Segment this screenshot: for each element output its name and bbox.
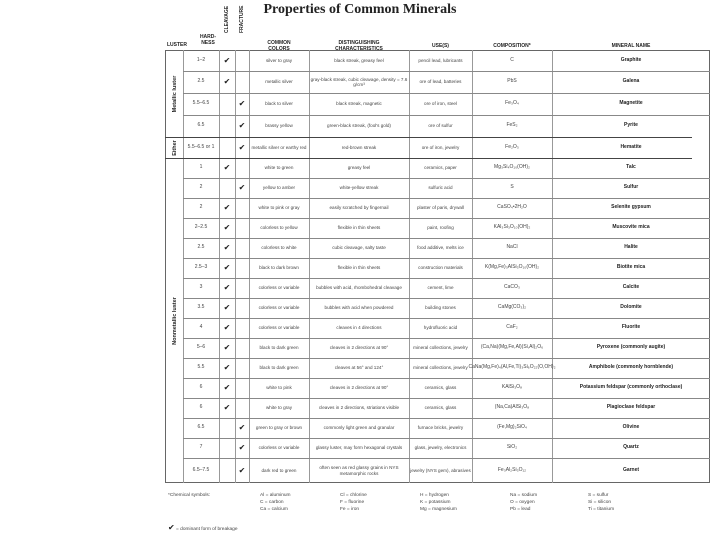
- distinguishing-cell: red-brown streak: [341, 144, 377, 150]
- uses-cell: ceramics, glass: [424, 385, 457, 391]
- header-luster: LUSTER: [167, 42, 187, 48]
- fracture-check: ✔: [238, 443, 246, 453]
- hardness-cell: 5.5–6.5 or 1: [187, 143, 215, 150]
- cleavage-check: [219, 438, 235, 458]
- hardness-cell: 2.5–3: [194, 264, 208, 271]
- hardness-cell: 6.5: [197, 424, 205, 431]
- chem-symbol: Na = sodium: [510, 493, 538, 498]
- composition-cell: S: [510, 184, 514, 191]
- colors-cell: metallic silver or earthy red: [251, 144, 307, 150]
- cleavage-check: ✔: [223, 403, 231, 413]
- fracture-check: [235, 358, 249, 378]
- mineral-name-cell: Selenite gypsum: [611, 204, 651, 211]
- cleavage-check: ✔: [223, 323, 231, 333]
- uses-cell: ore of iron, steel: [424, 101, 457, 107]
- colors-cell: white to pink: [266, 385, 292, 391]
- chem-symbol: S = sulfur: [588, 493, 609, 498]
- cleavage-check: [219, 178, 235, 198]
- mineral-name-cell: Muscovite mica: [612, 224, 650, 231]
- cleavage-check: ✔: [223, 263, 231, 273]
- hardness-cell: 4: [199, 324, 203, 331]
- chem-symbol: H = hydrogen: [420, 493, 449, 498]
- uses-cell: mineral collections, jewelry: [413, 365, 468, 371]
- composition-cell: CaNa(Mg,Fe)₄(Al,Fe,Ti)₃Si₆O₂₂(O,OH)₂: [468, 364, 556, 371]
- cleavage-check: [219, 93, 235, 115]
- group-either: [166, 137, 183, 158]
- chem-symbol: Ti = titanium: [588, 507, 615, 512]
- mineral-name-cell: Halite: [624, 244, 638, 251]
- group-nonmetallic: [166, 158, 183, 483]
- hardness-cell: 5.5–6.5: [192, 100, 210, 107]
- table-row: [183, 178, 710, 198]
- distinguishing-cell: cleaves at 56° and 124°: [334, 365, 384, 371]
- fracture-check: ✔: [238, 423, 246, 433]
- uses-cell: glass, jewelry, electronics: [414, 445, 467, 451]
- table-row: [183, 438, 710, 458]
- mineral-name-cell: Garnet: [622, 466, 640, 473]
- fracture-check: [235, 318, 249, 338]
- header-cleavage: CLEAVAGE: [224, 5, 230, 33]
- uses-cell: ceramics, glass: [424, 405, 457, 411]
- distinguishing-cell: glassy luster, may form hexagonal crystals: [315, 445, 403, 451]
- colors-cell: black to dark green: [259, 345, 299, 351]
- fracture-check: ✔: [238, 121, 246, 131]
- mineral-name-cell: Potassium feldspar (commonly orthoclase): [579, 384, 683, 391]
- cleavage-check: [219, 418, 235, 438]
- fracture-check: [235, 398, 249, 418]
- chem-symbol: Mg = magnesium: [420, 507, 457, 512]
- mineral-name-cell: Graphite: [620, 56, 642, 63]
- colors-cell: black to dark brown: [259, 265, 299, 271]
- mineral-name-cell: Talc: [626, 164, 636, 171]
- composition-cell: CaSO₄•2H₂O: [497, 204, 527, 211]
- table-row: [183, 218, 710, 238]
- composition-cell: KAlSi₃O₈: [501, 384, 523, 391]
- distinguishing-cell: cleaves in 4 directions: [336, 325, 382, 331]
- hardness-cell: 2.5: [197, 244, 205, 251]
- distinguishing-cell: cubic cleavage, salty taste: [332, 245, 386, 251]
- footnote-col2: [340, 492, 367, 513]
- composition-cell: SiO₂: [506, 444, 518, 451]
- group-metallic: [166, 50, 183, 137]
- mineral-name-cell: Fluorite: [621, 324, 641, 331]
- colors-cell: black to silver: [265, 101, 293, 107]
- hardness-cell: 3: [199, 284, 203, 291]
- table-row: [183, 198, 710, 218]
- cleavage-check: [219, 458, 235, 483]
- uses-cell: building stones: [425, 305, 456, 311]
- header-composition: COMPOSITION*: [493, 43, 531, 49]
- group-either-label: Either: [171, 139, 178, 156]
- hardness-cell: 1–2: [196, 56, 206, 63]
- colors-cell: white to green: [264, 165, 294, 171]
- fracture-check: [235, 50, 249, 71]
- composition-cell: CaCO₃: [504, 284, 520, 291]
- colors-cell: yellow to amber: [262, 185, 296, 191]
- mineral-name-cell: Sulfur: [623, 184, 639, 191]
- colors-cell: colorless or variable: [258, 445, 300, 451]
- composition-cell: (Ca,Na)(Mg,Fe,Al)(Si,Al)₂O₆: [480, 344, 544, 351]
- distinguishing-cell: cleaves in 2 directions at 90°: [329, 385, 389, 391]
- colors-cell: colorless or variable: [258, 285, 300, 291]
- hardness-cell: 7: [199, 444, 203, 451]
- fracture-check: ✔: [238, 465, 246, 475]
- composition-cell: Fe₃Al₂Si₃O₁₂: [497, 466, 527, 473]
- fracture-check: [235, 218, 249, 238]
- chem-symbol: O = oxygen: [510, 500, 535, 505]
- fracture-check: [235, 258, 249, 278]
- composition-cell: (Na,Ca)AlSi₃O₈: [494, 404, 530, 411]
- distinguishing-cell: black streak, greasy feel: [334, 57, 384, 63]
- header-fracture: FRACTURE: [239, 5, 245, 33]
- mineral-name-cell: Amphibole (commonly hornblende): [588, 364, 674, 371]
- mineral-name-cell: Quartz: [623, 444, 639, 451]
- chem-symbol: Pb = lead: [510, 507, 531, 512]
- uses-cell: plaster of paris, drywall: [417, 205, 464, 211]
- uses-cell: pencil lead, lubricants: [418, 57, 463, 63]
- table-row: [183, 50, 710, 71]
- chem-symbol: Cl = chlorine: [340, 493, 367, 498]
- cleavage-check: ✔: [223, 223, 231, 233]
- colors-cell: black to dark green: [259, 365, 299, 371]
- uses-cell: paint, roofing: [427, 225, 454, 231]
- mineral-name-cell: Olivine: [622, 424, 640, 431]
- fracture-check: ✔: [238, 142, 246, 152]
- cleavage-check: ✔: [223, 55, 231, 65]
- distinguishing-cell: easily scratched by fingernail: [329, 205, 389, 211]
- fracture-check: ✔: [238, 183, 246, 193]
- hardness-cell: 1: [199, 164, 203, 171]
- table-row: [183, 158, 710, 178]
- composition-cell: FeS₂: [506, 122, 518, 129]
- footnote-label: *Chemical symbols:: [168, 493, 211, 498]
- colors-cell: white to gray: [265, 405, 293, 411]
- chem-symbol: F = fluorine: [340, 500, 365, 505]
- chem-symbol: Al = aluminum: [260, 493, 291, 498]
- uses-cell: furnace bricks, jewelry: [417, 425, 464, 431]
- uses-cell: ore of lead, batteries: [419, 79, 462, 85]
- footnote-col3: [420, 492, 457, 513]
- fracture-check: ✔: [238, 99, 246, 109]
- uses-cell: ore of sulfur: [428, 123, 453, 129]
- chem-symbol: Fe = iron: [340, 507, 360, 512]
- table-row: [183, 458, 710, 483]
- distinguishing-cell: often seen as red glassy grains in NYS metamorphic rocks: [319, 465, 399, 476]
- colors-cell: colorless or variable: [258, 325, 300, 331]
- cleavage-check: ✔: [223, 343, 231, 353]
- chem-symbol: C = carbon: [260, 500, 284, 505]
- mineral-name-cell: Galena: [622, 78, 640, 85]
- hardness-cell: 3.5: [197, 304, 205, 311]
- composition-cell: PbS: [507, 78, 517, 85]
- colors-cell: dark red to green: [261, 467, 297, 473]
- distinguishing-cell: gray-black streak, cubic cleavage, density = 7.6 g/cm³: [310, 76, 408, 87]
- header-hardness-line2: NESS: [201, 40, 215, 46]
- cleavage-check: ✔: [223, 77, 231, 87]
- table-row: [183, 278, 710, 298]
- header-hardness-line1: HARD-: [199, 34, 217, 40]
- table-row: [183, 358, 710, 378]
- cleavage-check: ✔: [223, 383, 231, 393]
- distinguishing-cell: greasy feel: [347, 165, 371, 171]
- composition-cell: K(Mg,Fe)₃AlSi₃O₁₀(OH)₂: [484, 264, 540, 271]
- colors-cell: white to pink or gray: [258, 205, 300, 211]
- colors-cell: brassy yellow: [265, 123, 293, 129]
- table-row: [183, 93, 710, 115]
- chem-symbol: Si = silicon: [588, 500, 612, 505]
- check-mark-icon: ✔: [168, 523, 175, 532]
- composition-cell: Fe₃O₄: [505, 100, 519, 107]
- table-row: [183, 418, 710, 438]
- distinguishing-cell: flexible in thin sheets: [337, 225, 381, 231]
- chem-symbol: Ca = calcium: [260, 507, 288, 512]
- mineral-name-cell: Dolomite: [620, 304, 642, 311]
- legend: [168, 524, 238, 533]
- fracture-check: [235, 198, 249, 218]
- cleavage-check: [219, 115, 235, 137]
- composition-cell: NaCl: [506, 244, 518, 251]
- colors-cell: colorless to white: [261, 245, 297, 251]
- page-title: Properties of Common Minerals: [263, 2, 457, 17]
- mineral-name-cell: Hematite: [620, 143, 642, 150]
- table-row: [183, 318, 710, 338]
- mineral-name-cell: Pyrite: [624, 122, 638, 129]
- composition-cell: (Fe,Mg)₂SiO₄: [497, 424, 527, 431]
- uses-cell: ceramics, paper: [424, 165, 457, 171]
- distinguishing-cell: white-yellow streak: [339, 185, 379, 191]
- cleavage-check: ✔: [223, 203, 231, 213]
- group-metallic-label: Metallic luster: [171, 75, 178, 112]
- distinguishing-cell: bubbles with acid, rhombohedral cleavage: [316, 285, 402, 291]
- fracture-check: [235, 278, 249, 298]
- legend-text: = dominant form of breakage: [176, 527, 238, 532]
- mineral-name-cell: Magnetite: [619, 100, 643, 107]
- distinguishing-cell: bubbles with acid when powdered: [324, 305, 394, 311]
- hardness-cell: 6: [199, 404, 203, 411]
- hardness-cell: 6.5: [197, 122, 205, 129]
- cleavage-check: ✔: [223, 363, 231, 373]
- uses-cell: hydrofluoric acid: [423, 325, 458, 331]
- cleavage-check: ✔: [223, 163, 231, 173]
- fracture-check: [235, 378, 249, 398]
- distinguishing-cell: black streak, magnetic: [336, 101, 382, 107]
- uses-cell: food additive, melts ice: [417, 245, 464, 251]
- footnote-col5: [588, 492, 614, 513]
- header-hardness: [193, 34, 223, 46]
- hardness-cell: 6: [199, 384, 203, 391]
- hardness-cell: 2: [199, 204, 203, 211]
- composition-cell: CaMg(CO₃)₂: [497, 304, 527, 311]
- fracture-check: [235, 338, 249, 358]
- composition-cell: Mg₃Si₄O₁₀(OH)₂: [494, 164, 530, 171]
- colors-cell: colorless to yellow: [260, 225, 298, 231]
- footnote-col4: [510, 492, 537, 513]
- mineral-name-cell: Calcite: [622, 284, 640, 291]
- distinguishing-cell: green-black streak, (fool's gold): [327, 123, 391, 129]
- distinguishing-cell: commonly light green and granular: [323, 425, 395, 431]
- hardness-cell: 5–6: [196, 344, 206, 351]
- header-colors-line2: COLORS: [268, 46, 290, 52]
- hardness-cell: 2.5: [197, 78, 205, 85]
- cleavage-check: [219, 137, 235, 158]
- table-row: [183, 238, 710, 258]
- distinguishing-cell: cleaves in 2 directions at 90°: [329, 345, 389, 351]
- table-row: [183, 71, 710, 93]
- colors-cell: green to gray or brown: [255, 425, 303, 431]
- colors-cell: silver to gray: [265, 57, 293, 63]
- distinguishing-cell: flexible in thin sheets: [337, 265, 381, 271]
- footnote-col1: [260, 492, 291, 513]
- hardness-cell: 2–2.5: [194, 224, 208, 231]
- uses-cell: jewelry (NYS gem), abrasives: [410, 467, 471, 473]
- uses-cell: mineral collections, jewelry: [413, 345, 468, 351]
- hardness-cell: 2: [199, 184, 203, 191]
- uses-cell: sulfuric acid: [428, 185, 453, 191]
- header-distinguishing-line1: DISTINGUISHING: [338, 40, 380, 46]
- header-uses: USE(S): [432, 43, 449, 49]
- composition-cell: CaF₂: [506, 324, 518, 331]
- colors-cell: colorless or variable: [258, 305, 300, 311]
- mineral-name-cell: Biotite mica: [616, 264, 646, 271]
- table-row: [183, 338, 710, 358]
- uses-cell: construction materials: [418, 265, 463, 271]
- header-colors-line1: COMMON: [267, 40, 291, 46]
- header-mineral-name: MINERAL NAME: [611, 43, 651, 49]
- composition-cell: C: [510, 56, 514, 63]
- table-row: [183, 378, 710, 398]
- group-nonmetallic-label: Nonmetallic luster: [171, 296, 178, 345]
- hardness-cell: 5.5: [197, 364, 205, 371]
- fracture-check: [235, 298, 249, 318]
- colors-cell: metallic silver: [265, 79, 293, 85]
- table-row: [183, 137, 710, 158]
- mineral-name-cell: Pyroxene (commonly augite): [596, 344, 666, 351]
- uses-cell: cement, lime: [427, 285, 454, 291]
- table-row: [183, 298, 710, 318]
- mineral-name-cell: Plagioclase feldspar: [606, 404, 656, 411]
- table-row: [183, 398, 710, 418]
- cleavage-check: ✔: [223, 243, 231, 253]
- fracture-check: [235, 158, 249, 178]
- composition-cell: KAl₃Si₃O₁₀(OH)₂: [493, 224, 531, 231]
- header-distinguishing-line2: CHARACTERISTICS: [335, 46, 383, 52]
- fracture-check: [235, 71, 249, 93]
- table-row: [183, 258, 710, 278]
- hardness-cell: 6.5–7.5: [192, 466, 210, 473]
- composition-cell: Fe₂O₃: [505, 143, 519, 150]
- cleavage-check: ✔: [223, 283, 231, 293]
- chem-symbol: K = potassium: [420, 500, 451, 505]
- distinguishing-cell: cleaves in 2 directions, striations visible: [318, 405, 400, 411]
- uses-cell: ore of iron, jewelry: [421, 144, 460, 150]
- cleavage-check: ✔: [223, 303, 231, 313]
- fracture-check: [235, 238, 249, 258]
- table-row: [183, 115, 710, 137]
